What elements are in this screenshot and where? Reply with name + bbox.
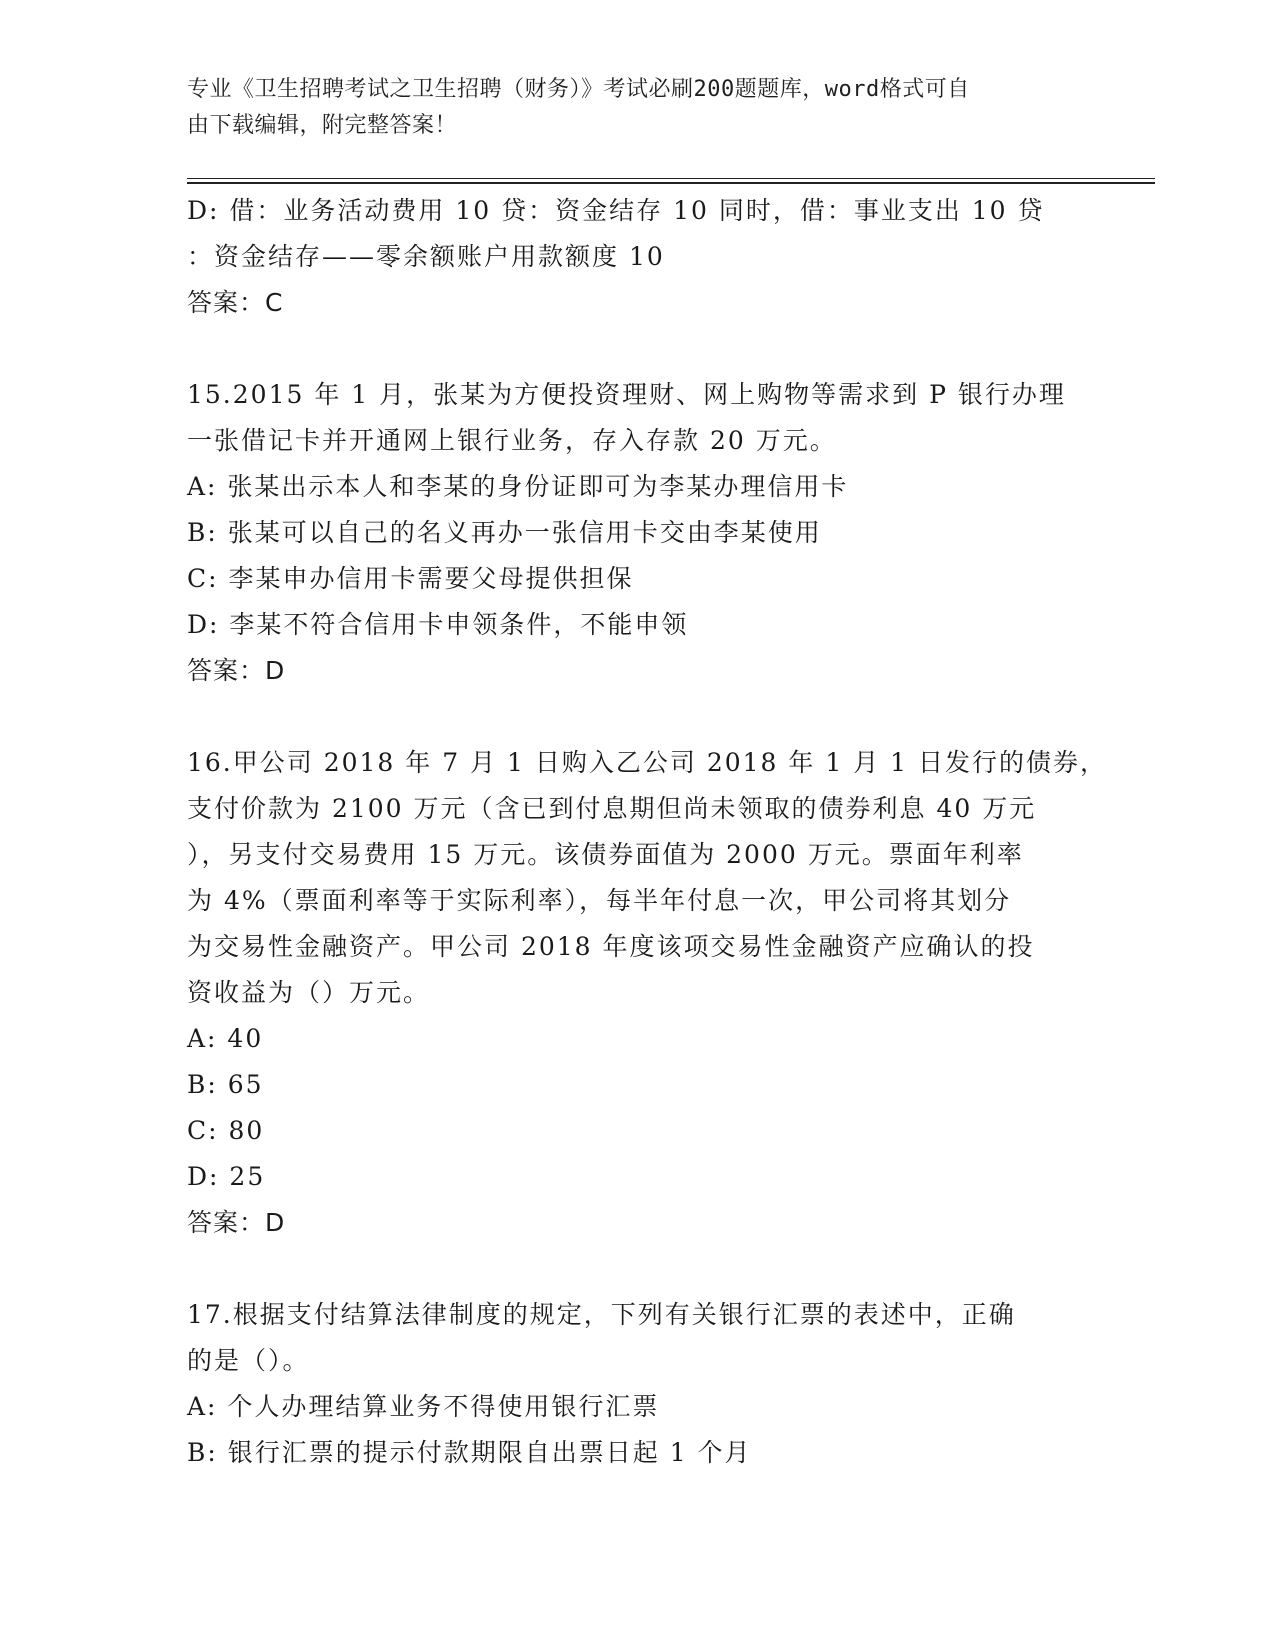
option-b: B: 65 bbox=[187, 1070, 264, 1099]
question-stem-continued: 资收益为（）万元。 bbox=[187, 978, 431, 1007]
question-14-tail bbox=[187, 188, 1087, 326]
option-a: A: 张某出示本人和李某的身份证即可为李某办理信用卡 bbox=[187, 472, 849, 501]
header-line-2: 由下载编辑，附完整答案！ bbox=[187, 113, 458, 138]
question-stem-continued: 的是（）。 bbox=[187, 1346, 310, 1375]
option-d: D: 借：业务活动费用 10 贷：资金结存 10 同时，借：事业支出 10 贷 bbox=[187, 196, 1045, 225]
option-b: B: 银行汇票的提示付款期限自出票日起 1 个月 bbox=[187, 1438, 752, 1467]
option-d-continued: ：资金结存——零余额账户用款额度 10 bbox=[187, 242, 665, 271]
answer-label: 答案：C bbox=[187, 288, 284, 317]
option-a: A: 40 bbox=[187, 1024, 264, 1053]
question-stem: 16.甲公司 2018 年 7 月 1 日购入乙公司 2018 年 1 月 1 日发行的债券， bbox=[187, 748, 1107, 777]
spacer bbox=[187, 694, 1087, 740]
question-15 bbox=[187, 372, 1087, 694]
question-16 bbox=[187, 740, 1107, 1246]
answer-label: 答案：D bbox=[187, 1208, 286, 1237]
spacer bbox=[187, 326, 1087, 372]
question-stem-continued: 为 4%（票面利率等于实际利率），每半年付息一次，甲公司将其划分 bbox=[187, 886, 1012, 915]
question-stem: 15.2015 年 1 月，张某为方便投资理财、网上购物等需求到 P 银行办理 bbox=[187, 380, 1066, 409]
answer-label: 答案：D bbox=[187, 656, 286, 685]
question-stem-continued: ），另支付交易费用 15 万元。该债券面值为 2000 万元。票面年利率 bbox=[187, 840, 1024, 869]
question-17 bbox=[187, 1292, 1087, 1476]
header-line-1: 专业《卫生招聘考试之卫生招聘（财务）》考试必刷200题题库，word格式可自 bbox=[187, 77, 970, 102]
question-stem-continued: 一张借记卡并开通网上银行业务，存入存款 20 万元。 bbox=[187, 426, 837, 455]
spacer bbox=[187, 1246, 1087, 1292]
document-header bbox=[187, 72, 1067, 144]
option-c: C: 80 bbox=[187, 1116, 265, 1145]
option-d: D: 25 bbox=[187, 1162, 266, 1191]
option-b: B: 张某可以自己的名义再办一张信用卡交由李某使用 bbox=[187, 518, 822, 547]
option-c: C: 李某申办信用卡需要父母提供担保 bbox=[187, 564, 634, 593]
question-stem-continued: 支付价款为 2100 万元（含已到付息期但尚未领取的债券利息 40 万元 bbox=[187, 794, 1037, 823]
question-stem: 17.根据支付结算法律制度的规定，下列有关银行汇票的表述中，正确 bbox=[187, 1300, 1016, 1329]
header-divider-thick bbox=[187, 182, 1155, 184]
question-stem-continued: 为交易性金融资产。甲公司 2018 年度该项交易性金融资产应确认的投 bbox=[187, 932, 1035, 961]
question-list bbox=[187, 188, 1107, 1476]
option-d: D: 李某不符合信用卡申领条件，不能申领 bbox=[187, 610, 689, 639]
header-divider-thin bbox=[187, 178, 1155, 179]
option-a: A: 个人办理结算业务不得使用银行汇票 bbox=[187, 1392, 660, 1421]
